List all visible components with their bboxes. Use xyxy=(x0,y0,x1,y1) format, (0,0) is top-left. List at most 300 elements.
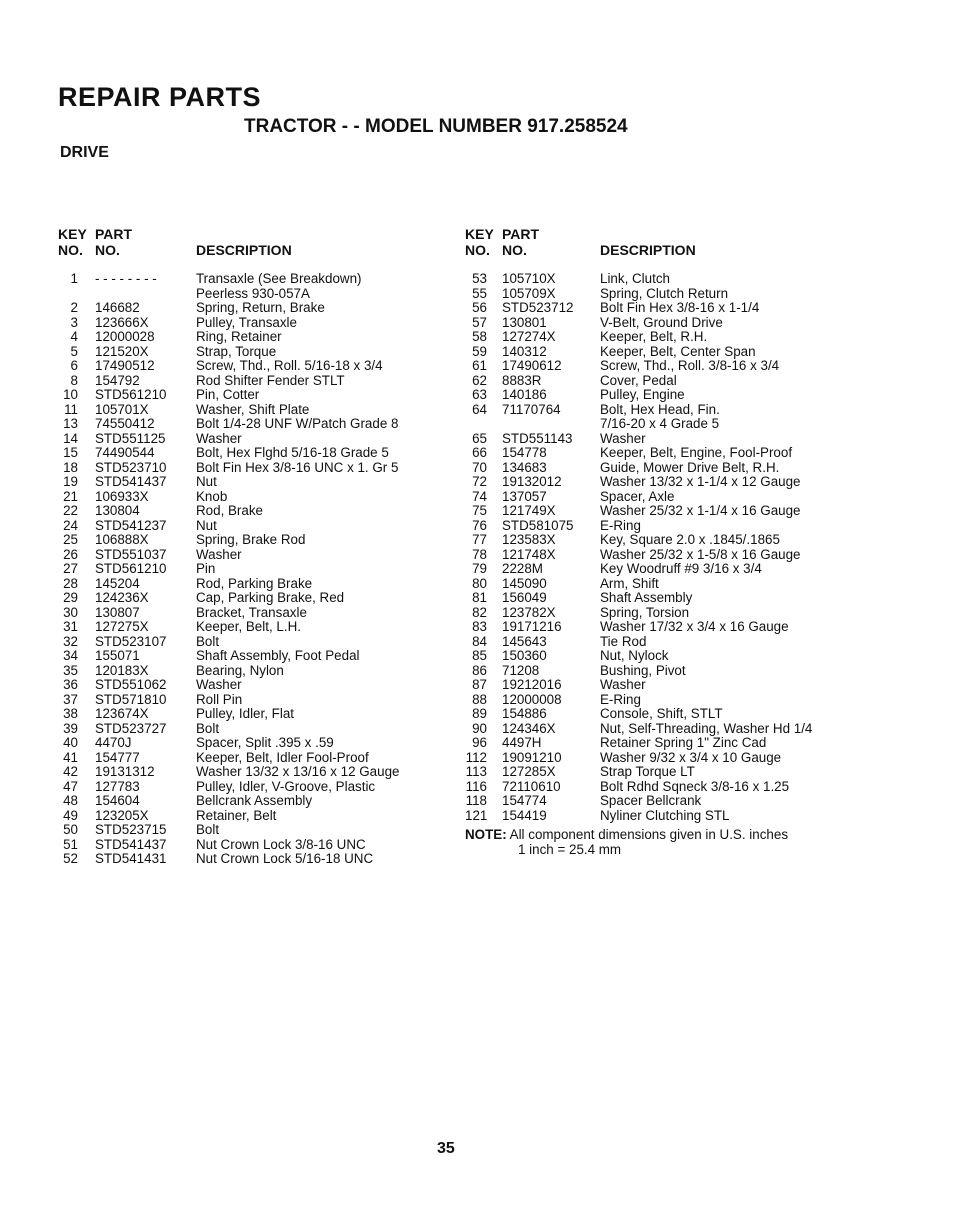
key-number: 77 xyxy=(472,532,487,547)
parts-row xyxy=(58,606,458,621)
part-number: 12000008 xyxy=(502,691,562,707)
key-number: 57 xyxy=(472,314,487,330)
part-description: Bolt Fin Hex 3/8-16 UNC x 1. Gr 5 xyxy=(196,459,399,475)
parts-row xyxy=(58,345,458,360)
parts-row xyxy=(58,809,458,824)
parts-row xyxy=(58,490,458,505)
part-description: Link, Clutch xyxy=(600,271,670,286)
parts-row xyxy=(465,620,845,635)
note-line-1: All component dimensions given in U.S. inches xyxy=(509,827,789,842)
part-description: Cover, Pedal xyxy=(600,372,677,388)
part-number: 154778 xyxy=(502,445,547,460)
part-description: Retainer, Belt xyxy=(196,807,277,823)
part-number: 154886 xyxy=(502,706,547,721)
part-description: Bolt xyxy=(196,633,220,649)
key-number: 21 xyxy=(63,488,78,504)
key-number: 6 xyxy=(70,358,78,373)
key-number: 79 xyxy=(472,561,487,576)
key-number: 41 xyxy=(63,749,78,765)
part-description: Roll Pin xyxy=(196,691,243,707)
part-description: Pulley, Transaxle xyxy=(196,314,297,330)
part-description: Strap, Torque xyxy=(196,343,277,359)
key-number: 38 xyxy=(63,706,78,721)
key-number: 59 xyxy=(472,343,487,359)
key-number: 61 xyxy=(472,358,487,373)
part-description: Keeper, Belt, Center Span xyxy=(600,343,756,359)
key-number: 28 xyxy=(63,575,78,591)
key-number: 8 xyxy=(70,372,78,388)
parts-row xyxy=(465,649,845,664)
part-description: Guide, Mower Drive Belt, R.H. xyxy=(600,459,780,475)
part-description: Pulley, Engine xyxy=(600,387,685,402)
key-number: 85 xyxy=(472,648,487,663)
parts-list-left xyxy=(58,272,458,867)
part-number: STD541437 xyxy=(95,836,167,852)
key-number: 63 xyxy=(472,387,487,402)
parts-row xyxy=(465,678,845,693)
part-description: Cap, Parking Brake, Red xyxy=(196,590,345,605)
part-description: Nut Crown Lock 5/16-18 UNC xyxy=(196,851,374,866)
key-number: 113 xyxy=(465,764,487,779)
key-number: 72 xyxy=(472,474,487,489)
parts-row xyxy=(58,562,458,577)
parts-row xyxy=(465,548,845,563)
part-number: 124236X xyxy=(95,590,149,605)
part-number: 156049 xyxy=(502,590,547,605)
part-number: STD551143 xyxy=(502,430,573,446)
parts-row xyxy=(58,374,458,389)
part-number: 105701X xyxy=(95,401,149,417)
part-number: STD571810 xyxy=(95,691,167,707)
key-number: 51 xyxy=(63,836,78,852)
part-number: STD581075 xyxy=(502,517,574,533)
parts-row xyxy=(465,765,845,780)
table-header-left xyxy=(58,226,458,258)
part-number: STD561210 xyxy=(95,561,167,576)
part-description: Pulley, Idler, V-Groove, Plastic xyxy=(196,778,376,794)
part-number: 19131312 xyxy=(95,764,155,779)
section-heading: DRIVE xyxy=(60,144,109,161)
part-number: 121748X xyxy=(502,546,556,562)
table-header-right xyxy=(465,226,845,258)
part-description: Washer xyxy=(196,430,242,446)
part-number: STD541431 xyxy=(95,851,167,866)
parts-row xyxy=(58,359,458,374)
part-description: Bolt, Hex Flghd 5/16-18 Grade 5 xyxy=(196,445,389,460)
part-description: Transaxle (See Breakdown) xyxy=(196,271,362,286)
part-description: Ring, Retainer xyxy=(196,329,282,344)
part-number: STD541237 xyxy=(95,517,167,533)
part-number: STD541437 xyxy=(95,474,167,489)
parts-row xyxy=(58,591,458,606)
part-number: 12000028 xyxy=(95,329,155,344)
part-description: Washer 9/32 x 3/4 x 10 Gauge xyxy=(600,749,782,765)
part-number: 145090 xyxy=(502,575,547,591)
part-number: 145643 xyxy=(502,633,547,649)
part-number: 19212016 xyxy=(502,677,562,692)
parts-row xyxy=(465,504,845,519)
parts-row xyxy=(58,475,458,490)
parts-row xyxy=(58,649,458,664)
key-number: 24 xyxy=(63,517,78,533)
part-number: 105710X xyxy=(502,271,556,286)
part-description: Nut, Self-Threading, Washer Hd 1/4 xyxy=(600,720,813,736)
page-number: 35 xyxy=(437,1140,455,1157)
part-description: Bolt 1/4-28 UNF W/Patch Grade 8 xyxy=(196,416,399,431)
part-number: 8883R xyxy=(502,372,542,388)
key-no-header xyxy=(58,226,98,258)
key-number: 11 xyxy=(64,401,78,417)
part-description: Screw, Thd., Roll. 5/16-18 x 3/4 xyxy=(196,358,383,373)
parts-row xyxy=(465,359,845,374)
key-number: 39 xyxy=(63,720,78,736)
parts-row xyxy=(58,678,458,693)
parts-row xyxy=(58,446,458,461)
parts-row xyxy=(58,548,458,563)
part-number: 140186 xyxy=(502,387,547,402)
part-number: 130801 xyxy=(502,314,547,330)
key-number: 47 xyxy=(63,778,78,794)
parts-row xyxy=(58,301,458,316)
key-number: 27 xyxy=(63,561,78,576)
part-description: Key, Square 2.0 x .1845/.1865 xyxy=(600,532,780,547)
part-description: Spacer, Axle xyxy=(600,488,675,504)
part-description: Bearing, Nylon xyxy=(196,662,284,678)
part-description: Pin, Cotter xyxy=(196,387,260,402)
key-number: 89 xyxy=(472,706,487,721)
parts-row xyxy=(465,533,845,548)
key-number: 66 xyxy=(472,445,487,460)
part-number: STD561210 xyxy=(95,387,167,402)
parts-row xyxy=(465,780,845,795)
key-number: 25 xyxy=(63,532,78,547)
parts-row xyxy=(465,316,845,331)
part-description: Retainer Spring 1" Zinc Cad xyxy=(600,735,767,750)
parts-row xyxy=(465,446,845,461)
parts-row xyxy=(465,301,845,316)
part-number: 154774 xyxy=(502,793,547,808)
key-number: 56 xyxy=(472,300,487,315)
key-number: 13 xyxy=(63,416,78,431)
parts-row xyxy=(465,591,845,606)
key-number: 48 xyxy=(63,793,78,808)
part-description: Tie Rod xyxy=(600,633,647,649)
key-number: 58 xyxy=(472,329,487,344)
part-number: 127275X xyxy=(95,619,149,634)
part-description: E-Ring xyxy=(600,517,641,533)
parts-row xyxy=(465,475,845,490)
parts-row xyxy=(58,432,458,447)
parts-row xyxy=(465,461,845,476)
part-number: 106933X xyxy=(95,488,149,504)
part-description: Peerless 930-057A xyxy=(196,285,310,301)
parts-row xyxy=(58,519,458,534)
part-description: Washer xyxy=(196,677,242,692)
key-number: 35 xyxy=(63,662,78,678)
parts-row xyxy=(465,403,845,418)
part-number: STD551062 xyxy=(95,677,167,692)
parts-row xyxy=(58,736,458,751)
part-description: Key Woodruff #9 3/16 x 3/4 xyxy=(600,561,762,576)
part-number: 127274X xyxy=(502,329,556,344)
key-number: 29 xyxy=(63,590,78,605)
note-label: NOTE: xyxy=(465,827,507,842)
key-number: 90 xyxy=(472,720,487,736)
key-number: 37 xyxy=(63,691,78,707)
part-number: 120183X xyxy=(95,662,149,678)
part-description: Screw, Thd., Roll. 3/8-16 x 3/4 xyxy=(600,358,780,373)
key-number: 15 xyxy=(63,445,78,460)
key-number: 87 xyxy=(472,677,487,692)
parts-row xyxy=(465,272,845,287)
part-description: Keeper, Belt, L.H. xyxy=(196,619,301,634)
part-description: Pulley, Idler, Flat xyxy=(196,706,294,721)
part-number: 155071 xyxy=(95,648,140,663)
part-number: 17490612 xyxy=(502,358,562,373)
part-number: 71208 xyxy=(502,662,540,678)
part-number: 123782X xyxy=(502,604,556,620)
part-number: 127285X xyxy=(502,764,556,779)
part-number: 124346X xyxy=(502,720,556,736)
parts-row xyxy=(465,519,845,534)
key-number: 76 xyxy=(472,517,487,533)
key-number: 82 xyxy=(472,604,487,620)
parts-row xyxy=(465,794,845,809)
parts-row xyxy=(58,707,458,722)
part-number: 2228M xyxy=(502,561,543,576)
parts-row xyxy=(465,722,845,737)
part-description: Washer xyxy=(600,677,646,692)
part-description: Nut xyxy=(196,474,217,489)
part-number: 145204 xyxy=(95,575,140,591)
part-number: 121749X xyxy=(502,503,556,518)
part-description: Washer 25/32 x 1-5/8 x 16 Gauge xyxy=(600,546,801,562)
part-description: Bushing, Pivot xyxy=(600,662,686,678)
part-description: Bolt Rdhd Sqneck 3/8-16 x 1.25 xyxy=(600,778,790,794)
part-description: Arm, Shift xyxy=(600,575,659,591)
key-number: 55 xyxy=(472,285,487,301)
part-number: 74550412 xyxy=(95,416,155,431)
parts-row xyxy=(58,533,458,548)
part-number: 130804 xyxy=(95,503,140,518)
key-number: 10 xyxy=(63,387,78,402)
no-label: NO. xyxy=(465,242,490,258)
parts-row xyxy=(465,345,845,360)
part-description: Pin xyxy=(196,561,216,576)
parts-row xyxy=(58,751,458,766)
part-description: Rod Shifter Fender STLT xyxy=(196,372,345,388)
part-description: Nut xyxy=(196,517,217,533)
key-number: 74 xyxy=(472,488,487,504)
parts-row xyxy=(465,809,845,824)
key-label: KEY xyxy=(465,226,494,242)
key-number: 81 xyxy=(472,590,487,605)
part-description: Nyliner Clutching STL xyxy=(600,807,730,823)
key-number: 4 xyxy=(70,329,78,344)
part-number: 127783 xyxy=(95,778,140,794)
part-description: Shaft Assembly xyxy=(600,590,693,605)
parts-row xyxy=(58,765,458,780)
parts-row xyxy=(465,562,845,577)
part-number: 140312 xyxy=(502,343,547,359)
part-number: 154777 xyxy=(95,749,140,765)
part-number: 130807 xyxy=(95,604,140,620)
key-number: 42 xyxy=(63,764,78,779)
parts-row xyxy=(58,620,458,635)
part-number: - - - - - - - - xyxy=(95,271,157,286)
key-number: 40 xyxy=(63,735,78,750)
part-number: 154792 xyxy=(95,372,140,388)
key-number: 5 xyxy=(70,343,78,359)
part-description: Keeper, Belt, Engine, Fool-Proof xyxy=(600,445,793,460)
part-number: 154604 xyxy=(95,793,140,808)
part-number: 17490512 xyxy=(95,358,155,373)
part-description: Shaft Assembly, Foot Pedal xyxy=(196,648,360,663)
part-description: Rod, Parking Brake xyxy=(196,575,313,591)
part-number: 123583X xyxy=(502,532,556,547)
key-number: 22 xyxy=(63,503,78,518)
part-description: Keeper, Belt, R.H. xyxy=(600,329,708,344)
key-number: 84 xyxy=(472,633,487,649)
part-description: Bolt xyxy=(196,720,220,736)
part-number: STD523715 xyxy=(95,822,167,837)
key-number: 18 xyxy=(63,459,78,475)
parts-row xyxy=(58,693,458,708)
parts-row xyxy=(465,577,845,592)
note-line-2: 1 inch = 25.4 mm xyxy=(518,842,622,857)
key-number: 3 xyxy=(70,314,78,330)
part-number: 4497H xyxy=(502,735,542,750)
part-description: Knob xyxy=(196,488,228,504)
key-number: 31 xyxy=(63,619,78,634)
parts-list-right xyxy=(465,272,845,823)
part-description: Washer 17/32 x 3/4 x 16 Gauge xyxy=(600,619,789,634)
part-number: 123205X xyxy=(95,807,149,823)
part-description: Rod, Brake xyxy=(196,503,263,518)
parts-row xyxy=(465,287,845,302)
parts-row xyxy=(58,780,458,795)
part-number: 134683 xyxy=(502,459,547,475)
parts-row xyxy=(465,635,845,650)
part-number: 121520X xyxy=(95,343,149,359)
parts-row xyxy=(465,707,845,722)
part-description: 7/16-20 x 4 Grade 5 xyxy=(600,416,720,431)
key-no-header xyxy=(465,226,505,258)
parts-row xyxy=(58,577,458,592)
key-number: 88 xyxy=(472,691,487,707)
part-number: STD523727 xyxy=(95,720,167,736)
key-number: 65 xyxy=(472,430,487,446)
key-number: 121 xyxy=(465,807,488,823)
key-number: 1 xyxy=(70,271,78,286)
part-description: Washer 13/32 x 1-1/4 x 12 Gauge xyxy=(600,474,801,489)
model-subtitle: TRACTOR - - MODEL NUMBER 917.258524 xyxy=(244,116,628,137)
parts-row xyxy=(465,664,845,679)
part-description: Nut Crown Lock 3/8-16 UNC xyxy=(196,836,366,852)
key-number: 50 xyxy=(63,822,78,837)
parts-row xyxy=(465,490,845,505)
key-number: 70 xyxy=(472,459,487,475)
part-number: STD551037 xyxy=(95,546,167,562)
part-description: Nut, Nylock xyxy=(600,648,669,663)
part-number: 19091210 xyxy=(502,749,562,765)
part-number: 4470J xyxy=(95,735,132,750)
parts-row xyxy=(465,330,845,345)
parts-row xyxy=(58,388,458,403)
parts-row xyxy=(465,751,845,766)
part-description: Keeper, Belt, Idler Fool-Proof xyxy=(196,749,369,765)
part-number: STD523712 xyxy=(502,300,574,315)
no-label: NO. xyxy=(58,242,83,258)
parts-row xyxy=(465,432,845,447)
part-description: E-Ring xyxy=(600,691,641,707)
key-number: 30 xyxy=(63,604,78,620)
key-number: 62 xyxy=(472,372,487,388)
key-number: 96 xyxy=(472,735,487,750)
part-description: Washer xyxy=(196,546,242,562)
parts-row xyxy=(58,461,458,476)
key-number: 34 xyxy=(63,648,78,663)
part-description: Washer 13/32 x 13/16 x 12 Gauge xyxy=(196,764,400,779)
key-number: 26 xyxy=(63,546,78,562)
parts-table-right xyxy=(465,226,845,857)
part-description: Bracket, Transaxle xyxy=(196,604,307,620)
page-title: REPAIR PARTS xyxy=(58,82,262,112)
parts-row xyxy=(58,823,458,838)
parts-row xyxy=(465,693,845,708)
key-number: 80 xyxy=(472,575,487,591)
parts-row xyxy=(58,403,458,418)
part-number: 72110610 xyxy=(502,778,561,794)
key-number: 116 xyxy=(465,778,487,794)
part-description: Washer 25/32 x 1-1/4 x 16 Gauge xyxy=(600,503,801,518)
part-number: 71170764 xyxy=(502,401,561,417)
key-number: 32 xyxy=(63,633,78,649)
part-description: Washer xyxy=(600,430,646,446)
key-number: 52 xyxy=(63,851,78,866)
parts-table-left xyxy=(58,226,458,867)
dimension-note xyxy=(465,827,845,857)
parts-row xyxy=(465,606,845,621)
key-number: 53 xyxy=(472,271,487,286)
part-description: Spring, Return, Brake xyxy=(196,300,325,315)
no-label: NO. xyxy=(502,242,527,258)
part-number: 106888X xyxy=(95,532,149,547)
part-number: STD551125 xyxy=(95,430,166,446)
parts-row xyxy=(58,722,458,737)
parts-row xyxy=(465,417,845,432)
key-number: 83 xyxy=(472,619,487,634)
part-label: PART xyxy=(95,226,133,242)
part-number: 154419 xyxy=(502,807,547,823)
key-number: 2 xyxy=(70,300,78,315)
part-description: Spacer Bellcrank xyxy=(600,793,702,808)
part-description: Bolt, Hex Head, Fin. xyxy=(600,401,720,417)
key-number: 75 xyxy=(472,503,487,518)
part-description: Bolt xyxy=(196,822,220,837)
part-description: Bolt Fin Hex 3/8-16 x 1-1/4 xyxy=(600,300,760,315)
key-number: 49 xyxy=(63,807,78,823)
key-label: KEY xyxy=(58,226,87,242)
part-number: STD523710 xyxy=(95,459,167,475)
part-number: 123666X xyxy=(95,314,149,330)
parts-row xyxy=(58,794,458,809)
part-description: Spring, Clutch Return xyxy=(600,285,729,301)
part-description: Console, Shift, STLT xyxy=(600,706,723,721)
parts-row xyxy=(465,388,845,403)
part-description: Washer, Shift Plate xyxy=(196,401,310,417)
part-number: 150360 xyxy=(502,648,547,663)
